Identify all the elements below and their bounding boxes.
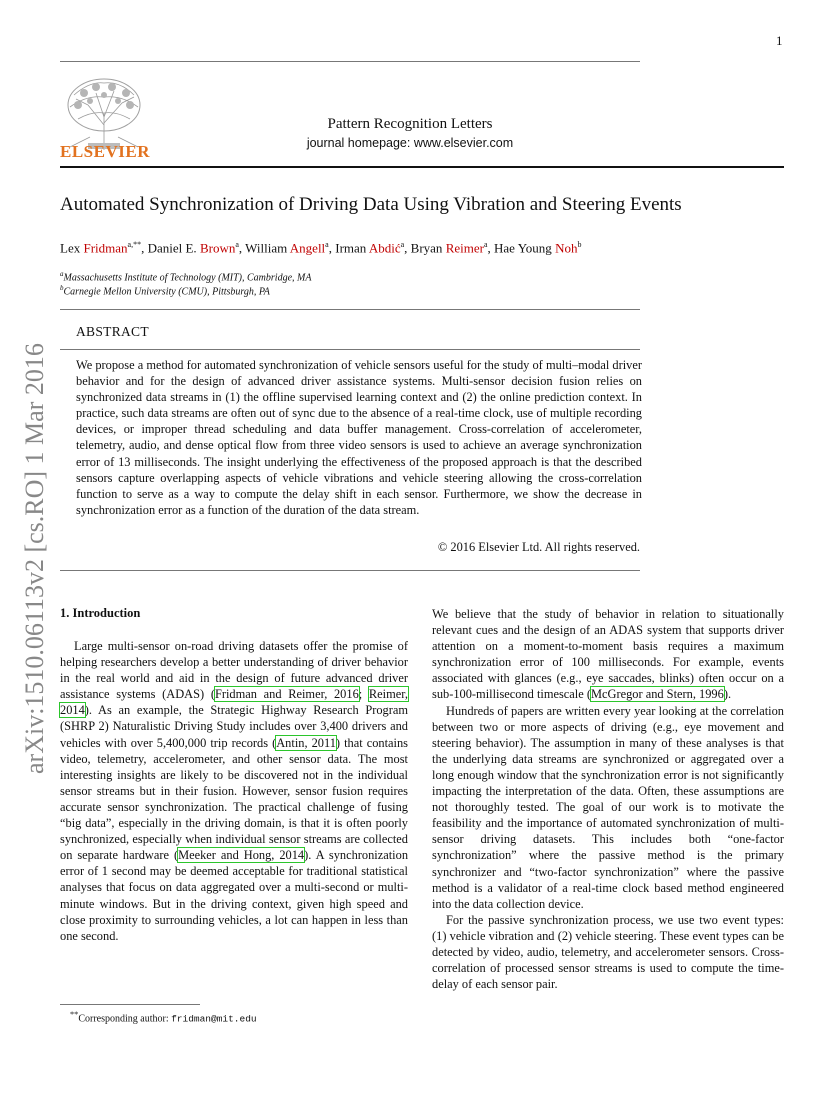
author-first-name: Hae Young [494,240,556,256]
body-paragraph [432,703,784,912]
abstract-heading: ABSTRACT [76,324,149,339]
author-first-name: William [245,240,290,256]
journal-name: Pattern Recognition Letters [327,116,493,132]
author-last-name-link[interactable]: Angell [289,240,326,256]
body-text: We believe that the study of behavior in relation to situationally relevant cues and the design of an ADAS system that supports driver attention on a moment-to-moment basis requires a maximum synchronization error of 100 milliseconds. For example, events associated with glances (e.g., eye saccades, blinks) often occur on a sub-100-millisecond timescale ( [432,607,784,702]
citation-link[interactable]: McGregor and Stern, 1996 [590,687,724,702]
intro-paragraph [60,638,408,944]
abstract-bottom-rule [60,570,640,571]
body-text: ). [723,687,732,702]
body-paragraph [432,606,784,703]
author-separator: , [238,240,246,256]
author-separator: , [404,240,411,256]
affiliation-text: Carnegie Mellon University (CMU), Pittsburgh, PA [63,286,270,298]
affiliation-text: Massachusetts Institute of Technology (MIT), Cambridge, MA [63,272,312,284]
arxiv-identifier: arXiv:1510.06113v2 [cs.RO] 1 Mar 2016 [20,343,49,774]
author-separator: , [487,240,495,256]
corresponding-email[interactable]: fridman@mit.edu [171,1013,257,1025]
footnote-label: Corresponding author: [78,1013,172,1025]
body-text: Hundreds of papers are written every year looking at the correlation between two or more aspects of driving (e.g., eye movement and steering behavior). The assumption in many of these analyses is that the underlying data streams are synchronized or aggregated over a long enough window that the synchronization error is not significantly impacting the interpretation of the data. Often, these assumptions are not thoroughly tested. The goal of our work is to motivate the feasibility and the importance of automated synchronization of multi-sensor driving datasets. This includes both “one-factor synchronization” where the passive method is the primary synchronizer and “two-factor synchronization” where the passive method is a validator of a real-time clock based method engineered into the data collection device. [432,703,784,911]
author-separator: , [141,240,148,256]
journal-homepage: journal homepage: www.elsevier.com [306,136,514,150]
body-text: ) that contains video, telemetry, accelerometer, and other sensor data. The most interesting insights are likely to be discovered not in the individual sensor streams but in their fusion. However, sensor fusion requires accurate sensor synchronization. The practical challenge of fusing “big data”, especially in the driving domain, is that it is often poorly synchronized, especially when individual sensor streams are collected on separate hardware ( [60,735,408,863]
author-affiliation-mark: a [483,240,488,249]
right-column [432,606,784,992]
footnote [70,1010,257,1024]
author-last-name-link[interactable]: Fridman [83,240,128,256]
affiliation-mark: a [60,270,64,278]
abstract-heading-rule [60,349,640,350]
affiliation-a [60,270,660,283]
author-first-name: Lex [60,240,84,256]
author-affiliation-mark: a [325,240,329,249]
author-separator: , [328,240,336,256]
body-text: For the passive synchronization process, we use two event types: (1) vehicle vibration and (2) vehicle steering. These event types can be detected by video, audio, telemetry, and accelerometer sensors. Cross-correlation of processed sensor streams is used to compute the time-delay of each sensor pair. [432,912,784,992]
header-thick-rule [60,166,784,168]
author-affiliation-mark: a [400,240,405,249]
copyright-notice: © 2016 Elsevier Ltd. All rights reserved. [437,540,640,554]
body-text: Large multi-sensor on-road driving datasets offer the promise of helping researchers develop a better understanding of driver behavior in the real world and aid in the design of future advanced driver assistance systems (ADAS) ( [60,639,408,702]
body-text: ). As an example, the Strategic Highway Research Program (SHRP 2) Naturalistic Driving Study includes over 3,400 drivers and vehicles with over 5,400,000 trip records ( [60,703,408,750]
citation-link[interactable]: Meeker and Hong, 2014 [178,848,305,863]
header-top-rule [60,61,640,62]
body-text: ). A synchronization error of 1 second may be deemed acceptable for traditional statistical analyses that focus on data aggregated over a multi-second or multi-minute windows. But in the driving context, given high speed and close proximity to surrounding vehicles, a lot can happen in less than one second. [60,848,409,943]
affiliation-b [60,284,660,297]
paper-title: Automated Synchronization of Driving Data Using Vibration and Steering Events [60,194,682,215]
abstract-top-rule [60,309,640,310]
publisher-wordmark: ELSEVIER [60,142,150,161]
author-first-name: Bryan [410,240,446,256]
author-affiliation-mark: a [235,240,239,249]
body-text: ; [358,687,369,702]
author-last-name-link[interactable]: Noh [555,240,578,256]
section-heading: 1. Introduction [60,606,141,620]
author-first-name: Irman [335,240,369,256]
abstract-body: We propose a method for automated synchronization of vehicle sensors useful for the study of multi–modal driver behavior and for the design of advanced driver assistance systems. Multi-sensor decision fusion relies on synchronized data streams in (1) the offline supervised learning context and (2) the online prediction context. In practice, such data streams are often out of sync due to the absence of a real-time clock, use of multiple recording devices, or improper thread scheduling and data buffer management. Cross-correlation of accelerometer, telemetry, audio, and dense optical flow from three video sensors is used to achieve an average synchronization error of 13 milliseconds. The insight underlying the effectiveness of the proposed approach is that the described sensors capture overlapping aspects of vehicle vibrations and vehicle steering allowing the cross-correlation function to serve as a way to compute the delay shift in each sensor. Furthermore, we show the decrease in synchronization error as a function of the duration of the data stream. [76,358,642,517]
author-affiliation-mark: b [577,240,582,249]
footnote-rule [60,1004,200,1005]
citation-link[interactable]: Antin, 2011 [276,735,336,750]
body-paragraph [432,912,784,992]
citation-link[interactable]: Reimer, 2014 [60,687,408,718]
author-list [60,240,780,256]
footnote-mark: ** [70,1010,79,1019]
affiliation-mark: b [60,284,64,292]
left-column [60,638,408,944]
author-affiliation-mark: a,** [127,240,142,249]
author-last-name-link[interactable]: Reimer [445,240,484,256]
citation-link[interactable]: Fridman and Reimer, 2016 [214,687,359,702]
page-number: 1 [776,33,783,48]
author-last-name-link[interactable]: Abdić [368,240,401,256]
author-last-name-link[interactable]: Brown [199,240,236,256]
author-first-name: Daniel E. [147,240,200,256]
